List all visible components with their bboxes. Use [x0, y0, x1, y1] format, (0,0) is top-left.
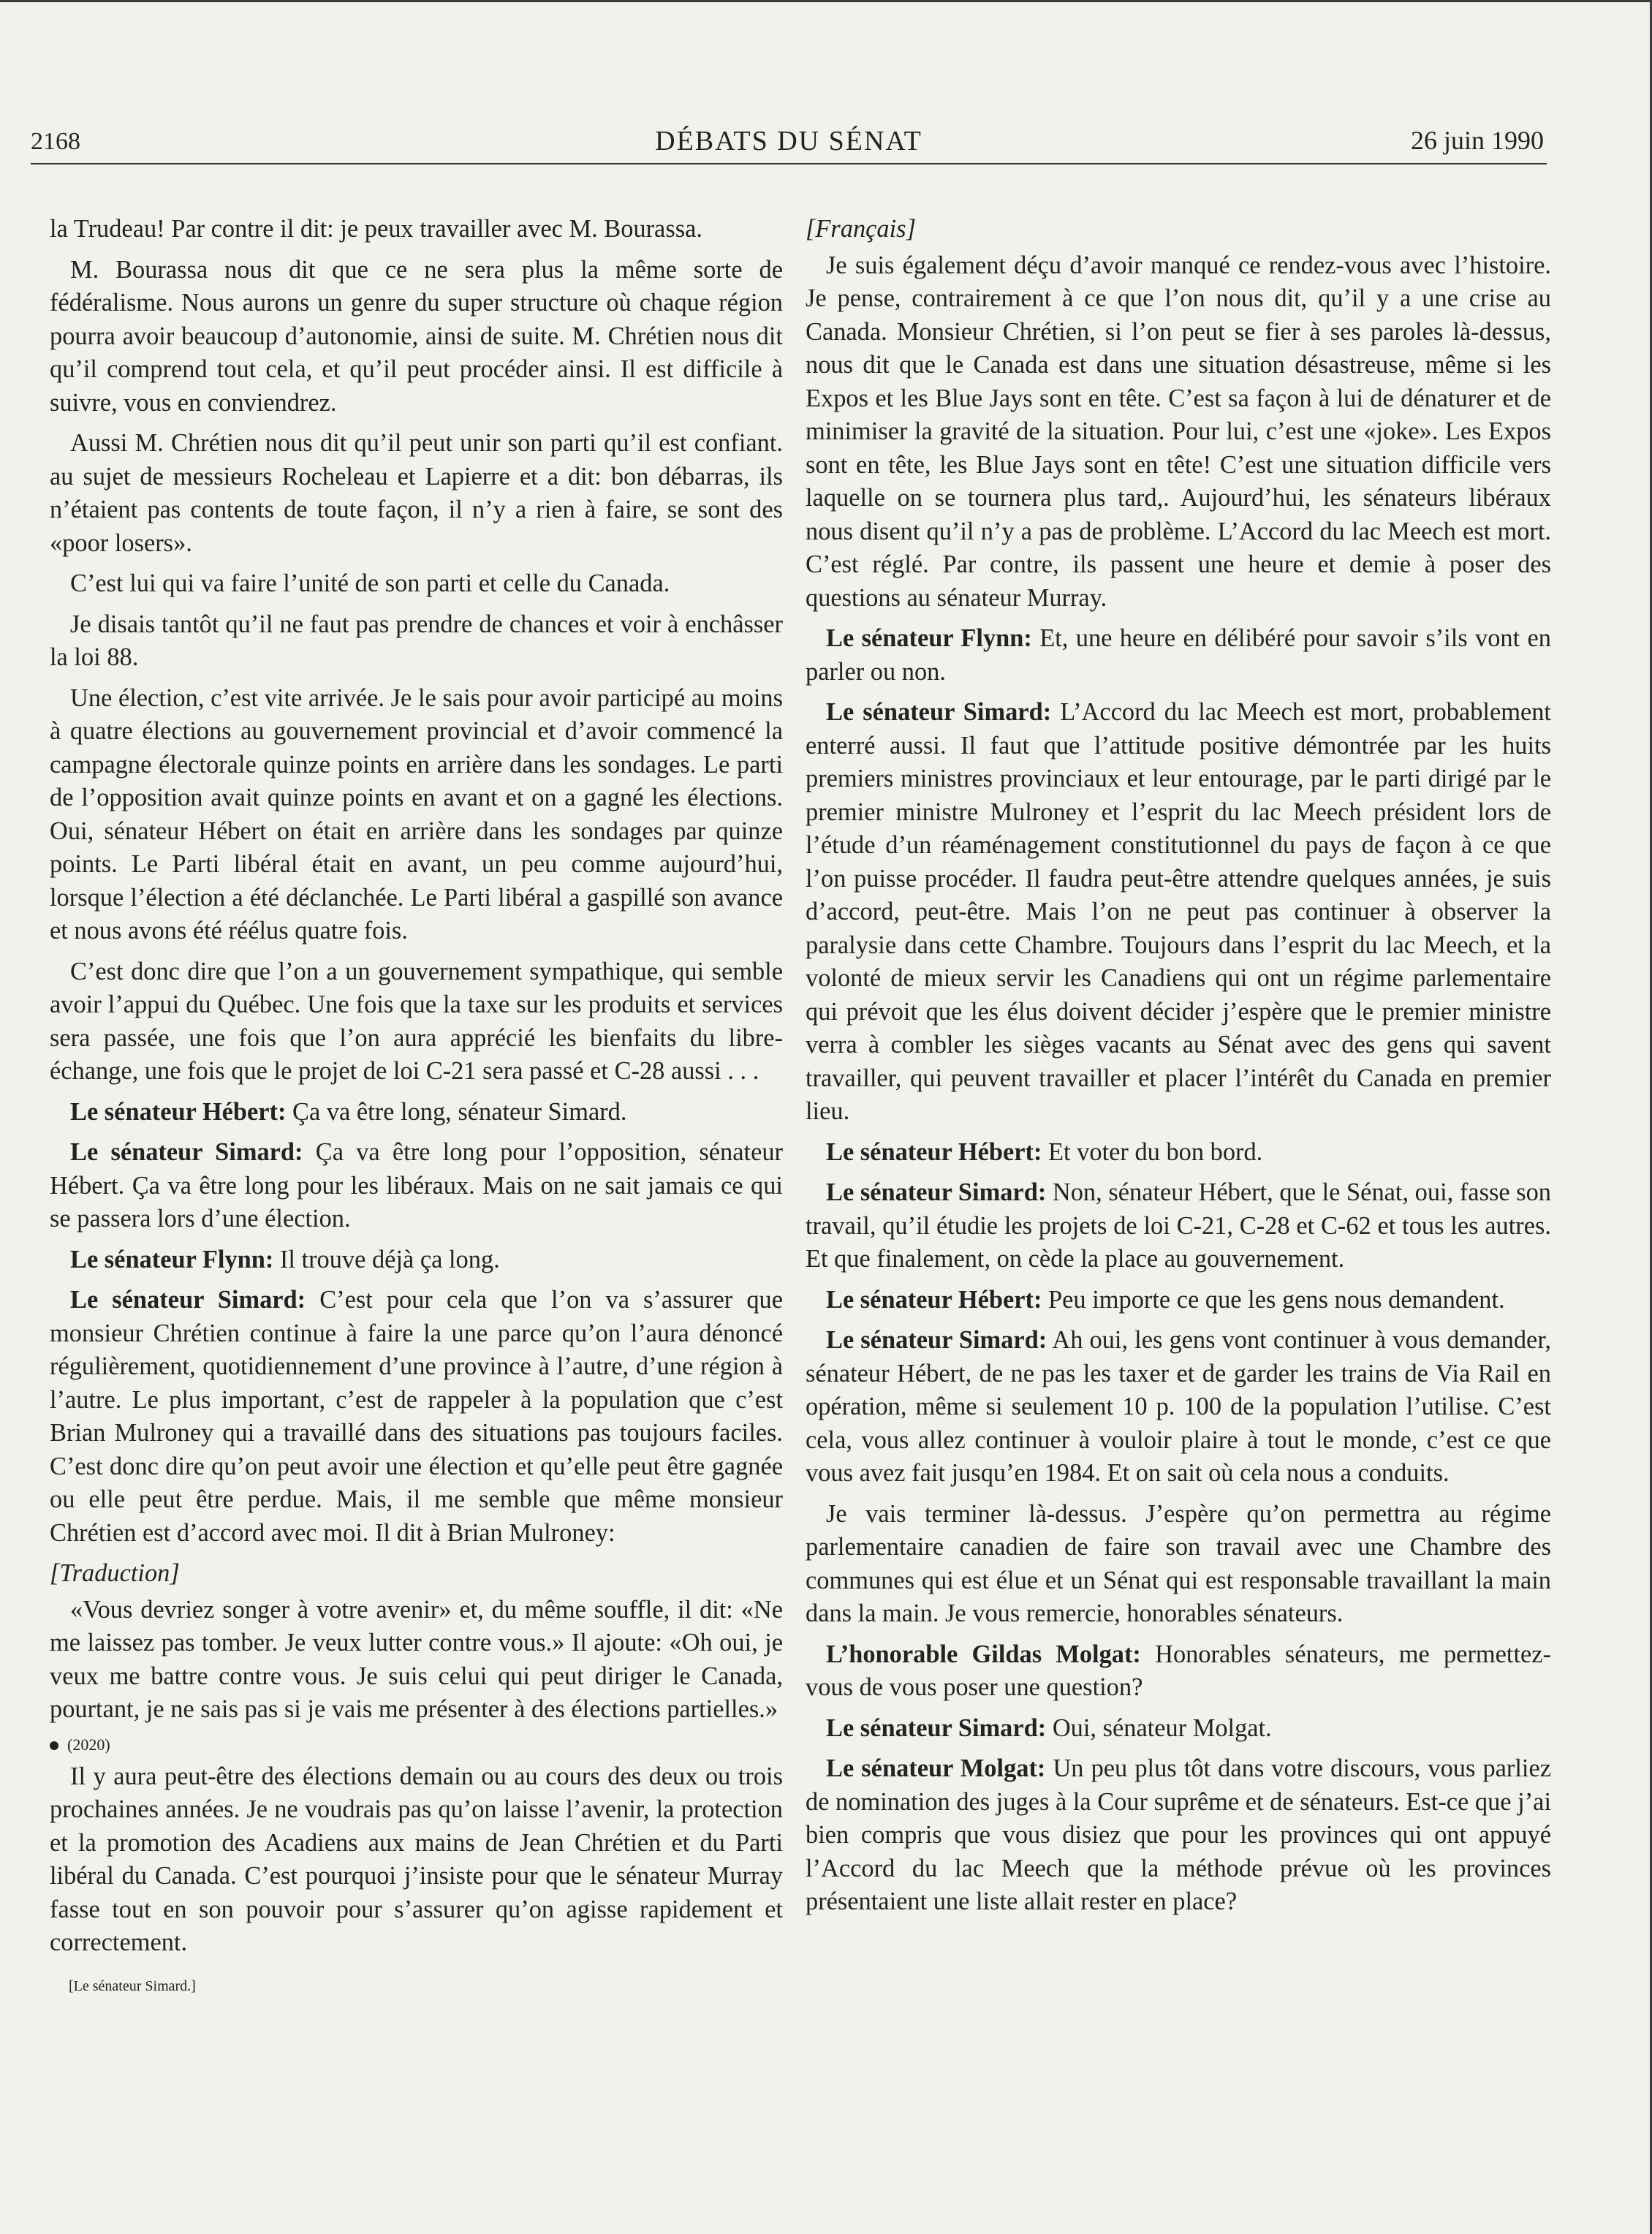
speech-entry — [806, 1284, 1551, 1317]
speech-entry — [806, 622, 1551, 689]
time-marker — [50, 1734, 783, 1756]
speaker-name: Le sénateur Hébert: — [826, 1285, 1042, 1314]
translation-tag: [Traduction] — [50, 1559, 180, 1587]
speech-text: Ça va être long, sénateur Simard. — [286, 1097, 627, 1126]
speech-text: Et, une heure en délibéré pour savoir s’ils vont en parler ou non. — [806, 624, 1551, 686]
speech-entry — [806, 1136, 1551, 1170]
speaker-footnote: [Le sénateur Simard.] — [69, 1977, 196, 1994]
paragraph: C’est lui qui va faire l’unité de son parti et celle du Canada. — [70, 569, 670, 597]
speech-entry — [806, 1752, 1551, 1919]
speech-text: Et voter du bon bord. — [1042, 1137, 1263, 1166]
paragraph: Je disais tantôt qu’il ne faut pas prendre de chances et voir à enchâsser la loi 88. — [50, 610, 783, 671]
speaker-name: Le sénateur Simard: — [826, 1178, 1047, 1206]
speaker-name: Le sénateur Simard: — [826, 698, 1052, 726]
speech-text: C’est pour cela que l’on va s’assurer que monsieur Chrétien continue à faire la une parce qu’on l’aura dénoncé régulièrement, quotidiennement d’une province à l’autre, d’une région à l’autre. Le plus important, c’est de rappeler à la population que c’est Brian Mulroney qui a travaillé dans des situations pas toujours faciles. C’est donc dire qu’on peut avoir une élection et qu’elle peut être gagnée ou elle peut être perdue. Mais, il me semble que même monsieur Chrétien est d’accord avec moi. Il dit à Brian Mulroney: — [50, 1286, 783, 1547]
speech-text: Oui, sénateur Molgat. — [1046, 1714, 1272, 1742]
speech-entry — [50, 1096, 783, 1129]
speech-entry — [50, 1284, 783, 1550]
paragraph: Il y aura peut-être des élections demain ou au cours des deux ou trois prochaines années. Je ne voudrais pas qu’on laisse l’avenir, la protection et la promotion des Acadiens aux mains de Jean Chrétien et du Parti libéral du Canada. C’est pourquoi j’insiste pour que le sénateur Murray fasse tout en son pouvoir pour s’assurer qu’on agisse rapidement et correctement. — [50, 1762, 783, 1956]
bullet-icon — [50, 1741, 58, 1750]
speech-entry — [806, 696, 1551, 1129]
speaker-name: Le sénateur Hébert: — [70, 1097, 287, 1126]
paragraph: «Vous devriez songer à votre avenir» et, du même souffle, il dit: «Ne me laissez pas tomber. Je veux lutter contre vous.» Il ajoute: «Oh oui, je veux me battre contre vous. Je suis celui qui peut diriger le Canada, pourtant, je ne sais pas si je vais me présenter à des élections partielles.» — [50, 1595, 783, 1723]
speech-text: Il trouve déjà ça long. — [273, 1245, 500, 1273]
speaker-name: Le sénateur Flynn: — [826, 624, 1032, 652]
paragraph: Je suis également déçu d’avoir manqué ce rendez-vous avec l’histoire. Je pense, contrairement à ce que l’on nous dit, qu’il y a une crise au Canada. Monsieur Chrétien, si l’on peut se fier à ses paroles là-dessus, nous dit que le Canada est dans une situation désastreuse, même si les Expos et les Blue Jays sont en tête. C’est sa façon à lui de dénaturer et de minimiser la gravité de la situation. Pour lui, c’est une «joke». Les Expos sont en tête, les Blue Jays sont en tête! C’est une situation difficile vers laquelle on se tournera plus tard,. Aujourd’hui, les sénateurs libéraux nous disent qu’il n’y a pas de problème. L’Accord du lac Meech est mort. C’est réglé. Par contre, ils passent une heure et demie à poser des questions au sénateur Murray. — [806, 251, 1551, 612]
speech-entry — [50, 1136, 783, 1236]
speaker-name: Le sénateur Flynn: — [70, 1245, 274, 1273]
speech-text: Peu importe ce que les gens nous demandent. — [1042, 1285, 1505, 1314]
speech-text: Ça va être long pour l’opposition, sénateur Hébert. Ça va être long pour les libéraux. Mais on ne sait jamais ce qui se passera lors d’une élection. — [50, 1138, 783, 1233]
paragraph: Aussi M. Chrétien nous dit qu’il peut unir son parti qu’il est confiant. au sujet de messieurs Rocheleau et Lapierre et a dit: bon débarras, ils n’étaient pas contents de toute façon, il n’y a rien à faire, se sont des «poor losers». — [50, 429, 783, 557]
language-tag: [Français] — [806, 215, 916, 243]
speech-text: Honorables sénateurs, me permettez-vous de vous poser une question? — [806, 1640, 1551, 1701]
speaker-name: Le sénateur Simard: — [826, 1326, 1047, 1354]
time-marker-text: (2020) — [67, 1735, 110, 1754]
paragraph: la Trudeau! Par contre il dit: je peux travailler avec M. Bourassa. — [50, 215, 702, 243]
paragraph: M. Bourassa nous dit que ce ne sera plus la même sorte de fédéralisme. Nous aurons un genre du super structure où chaque région pourra avoir beaucoup d’autonomie, ainsi de suite. M. Chrétien nous dit qu’il comprend tout cela, et qu’il peut procéder ainsi. Il est difficile à suivre, vous en conviendrez. — [50, 255, 783, 417]
paragraph: Une élection, c’est vite arrivée. Je le sais pour avoir participé au moins à quatre élections au gouvernement provincial et d’avoir commencé la campagne électorale quinze points en arrière dans les sondages. Le parti de l’opposition avait quinze points en avant et on a gagné les élections. Oui, sénateur Hébert on était en arrière dans les sondages par quinze points. Le Parti libéral était en avant, un peu comme aujourd’hui, lorsque l’élection a été déclanchée. Le Parti libéral a gaspillé son avance et nous avons été réélus quatre fois. — [50, 684, 783, 944]
page-number: 2168 — [31, 128, 80, 155]
speech-text: L’Accord du lac Meech est mort, probablement enterré aussi. Il faut que l’attitude positive démontrée par les huits premiers ministres provinciaux et leur entourage, par le parti dirigé par le premier ministre Mulroney et l’esprit du lac Meech président lors de l’étude d’un réaménagement constitutionnel du pays de façon à ce que l’on puisse procéder. Il faudra peut-être attendre quelques années, je suis d’accord, peut-être. Mais l’on ne peut pas continuer à observer la paralysie dans cette Chambre. Toujours dans l’esprit du lac Meech, et la volonté de mieux servir les Canadiens qui ont un régime parlementaire qui prévoit que les élus doivent décider j’espère que le premier ministre verra à combler les sièges vacants au Sénat avec des gens qui savent travailler, qui peuvent travailler et placer l’intérêt du Canada en premier lieu. — [806, 698, 1551, 1125]
page-header — [31, 125, 1547, 164]
speaker-name: Le sénateur Molgat: — [826, 1754, 1046, 1782]
speech-text: Un peu plus tôt dans votre discours, vous parliez de nomination des juges à la Cour suprême et de sénateurs. Est-ce que j’ai bien compris que vous disiez que pour les provinces qui ont appuyé l’Accord du lac Meech que la méthode prévue où les provinces présentaient une liste allait rester en place? — [806, 1754, 1551, 1915]
publication-title: DÉBATS DU SÉNAT — [655, 126, 922, 156]
speech-text: Ah oui, les gens vont continuer à vous demander, sénateur Hébert, de ne pas les taxer et de garder les trains de Via Rail en opération, même si seulement 10 p. 100 de la population l’utilise. C’est cela, vous allez continuer à vouloir plaire à tout le monde, c’est ce que vous avez fait jusqu’en 1984. Et on sait où cela nous a conduits. — [806, 1326, 1551, 1487]
speech-entry — [806, 1176, 1551, 1276]
speaker-name: Le sénateur Hébert: — [826, 1137, 1042, 1166]
paragraph: C’est donc dire que l’on a un gouvernement sympathique, qui semble avoir l’appui du Québec. Une fois que la taxe sur les produits et services sera passée, une fois que l’on aura apprécié les bienfaits du libre-échange, une fois que le projet de loi C-21 sera passé et C-28 aussi . . . — [50, 957, 783, 1085]
speaker-name: Le sénateur Simard: — [70, 1286, 306, 1314]
paragraph: Je vais terminer là-dessus. J’espère qu’on permettra au régime parlementaire canadien de faire son travail avec une Chambre des communes qui est élue et un Sénat qui est responsable travaillant la main dans la main. Je vous remercie, honorables sénateurs. — [806, 1499, 1551, 1627]
speech-entry — [806, 1712, 1551, 1746]
page-date: 26 juin 1990 — [1410, 126, 1544, 155]
speaker-name: L’honorable Gildas Molgat: — [826, 1640, 1141, 1668]
speech-entry — [806, 1324, 1551, 1491]
right-column — [806, 213, 1551, 1926]
speaker-name: Le sénateur Simard: — [826, 1714, 1047, 1742]
speech-text: Non, sénateur Hébert, que le Sénat, oui, fasse son travail, qu’il étudie les projets de loi C-21, C-28 et C-62 et tous les autres. Et que finalement, on cède la place au gouvernement. — [806, 1178, 1551, 1273]
left-column — [50, 213, 783, 1996]
speech-entry — [50, 1243, 783, 1277]
speech-entry — [806, 1638, 1551, 1705]
speaker-name: Le sénateur Simard: — [70, 1138, 303, 1166]
